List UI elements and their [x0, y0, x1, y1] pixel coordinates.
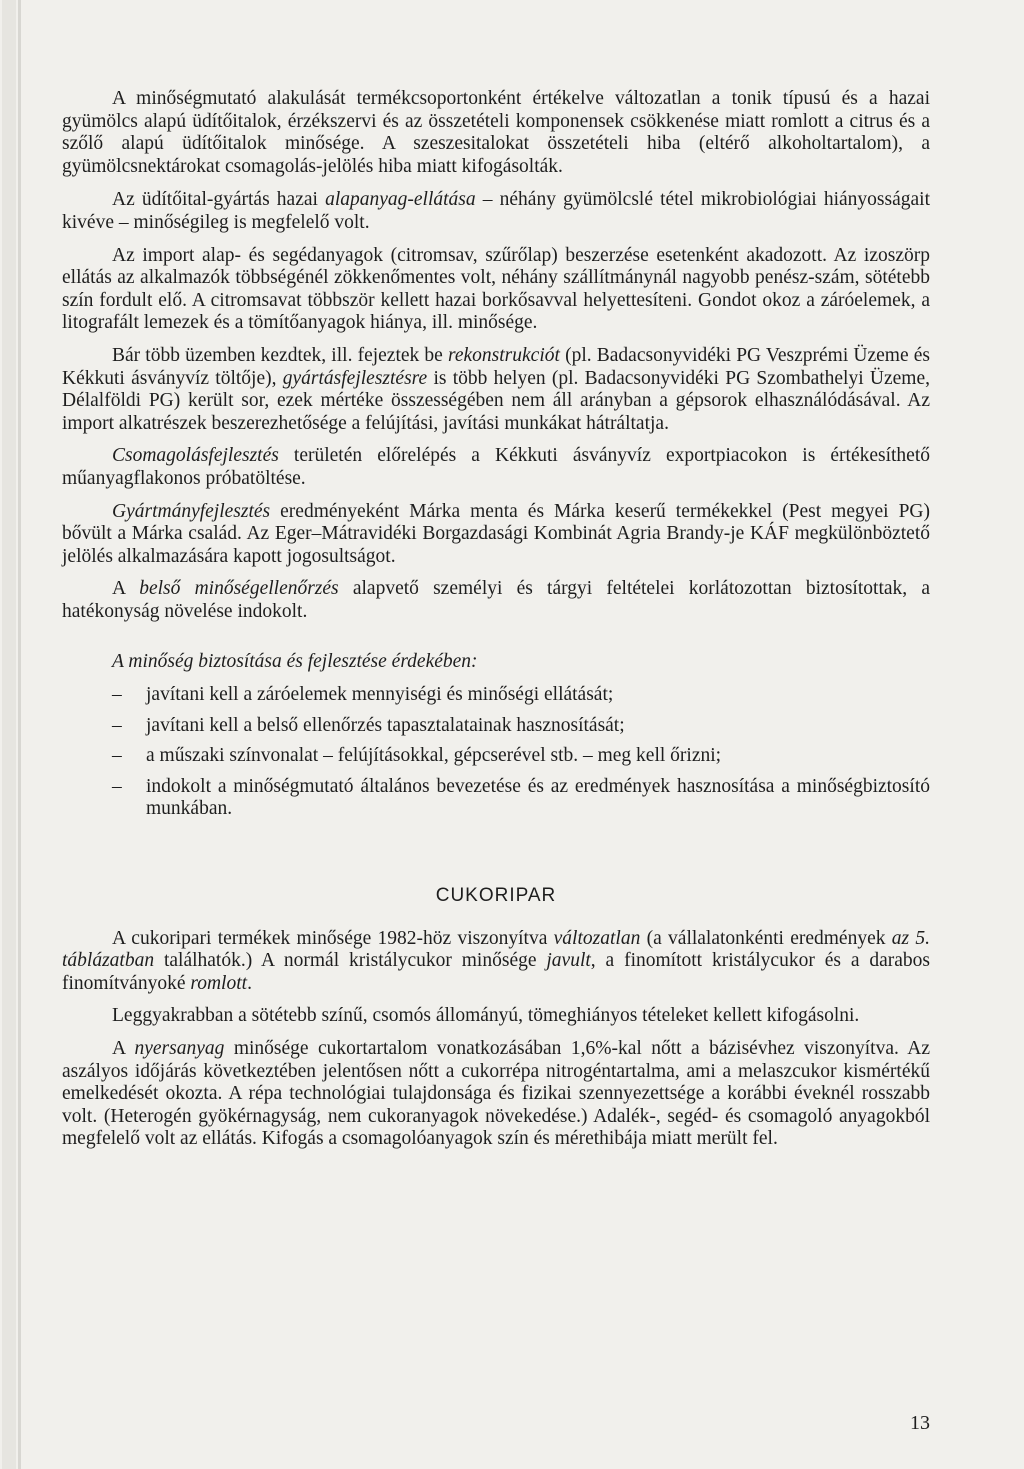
list-item-text: a műszaki színvonalat – felújításokkal, gépcserével stb. – meg kell őrizni;	[146, 745, 722, 767]
list-item-text: javítani kell a belső ellenőrzés tapasztalatainak hasznosítását;	[146, 714, 625, 736]
emphasis-text: az 5. táblázatban	[62, 927, 931, 972]
emphasis-text: romlott	[190, 972, 248, 994]
text-span: is több helyen (pl. Badacsonyvidéki PG Szombathelyi Üzeme, Délalföldi PG) került sor, ezek mértéke összességében nem áll arányban a gépsorok elhasználódásával. Az import alkatrészek beszerezhetősége a felújítási, javítási munkákat hátráltatja.	[62, 367, 930, 434]
binding-edge	[18, 0, 21, 1469]
text-span: Bár több üzemben kezdtek, ill. fejeztek be	[112, 344, 448, 366]
text-span: – néhány gyümölcslé tétel mikrobiológiai hiányosságait kivéve – minőségileg is megfelelő volt.	[62, 189, 930, 233]
paragraph-import-materials: Az import alap- és segédanyagok (citromsav, szűrőlap) beszerzése esetenként akadozott. Az izoszörp ellátás az alkalmazók többségénél zökkenőmentes volt, néhány szállítmánynál nagyobb penész-szám, sötétebb szín fordult elő. A citromsavat többször kellett hazai borkősavval helyettesíteni. Gondot okoz a záróelemek, a litografált lemezek és a tömítőanyagok hiánya, ill. minősége.	[62, 244, 930, 334]
action-list	[62, 684, 930, 821]
text-span: Az üdítőital-gyártás hazai	[112, 189, 326, 211]
emphasis-text: változatlan	[553, 927, 641, 949]
page-number: 13	[910, 1412, 930, 1434]
list-item	[62, 776, 930, 821]
paragraph-sugar-quality	[62, 928, 930, 996]
dash-mark: –	[112, 745, 122, 767]
emphasis-text: belső minőségellenőrzés	[139, 578, 339, 600]
list-item-text: javítani kell a záróelemek mennyiségi és minőségi ellátását;	[146, 684, 614, 706]
emphasis-text: Gyártmányfejlesztés	[112, 500, 271, 522]
text-span: , a finomított kristálycukor és a darabos finomítványoké	[62, 950, 930, 994]
text-body	[62, 88, 930, 1161]
dash-mark: –	[112, 714, 122, 736]
emphasis-text: rekonstrukciót	[448, 344, 560, 366]
dash-mark: –	[112, 684, 122, 706]
section-title: CUKORIPAR	[435, 885, 557, 907]
paragraph-raw-material-supply	[62, 189, 930, 234]
emphasis-text: alapanyag-ellátása	[325, 189, 476, 211]
paragraph-quality-indicator: A minőségmutató alakulását termékcsoportonként értékelve változatlan a tonik típusú és a hazai gyümölcs alapú üdítőitalok, érzékszervi és az összetételi komponensek csökkenése miatt romlott a citrus és a szőlő alapú üdítőitalok minősége. A szeszesitalokat összetételi hiba (eltérő alkoholtartalom), a gyümölcsnektárokat csomagolás-jelölés hiba miatt kifogásolták.	[62, 88, 930, 177]
text-span: eredményeként Márka menta és Márka keserű termékekkel (Pest megyei PG) bővült a Márka család. Az Eger–Mátravidéki Borgazdasági Kombinát Agria Brandy-je KÁF megkülönböztető jelölés alkalmazására kapott jogosultságot.	[62, 500, 930, 567]
text-span: A	[112, 578, 140, 600]
list-item-text: indokolt a minőségmutató általános bevezetése és az eredmények hasznosítása a minőségbiztosító munkában.	[146, 775, 930, 820]
dash-mark: –	[112, 775, 122, 797]
paragraph-raw-material-quality	[62, 1038, 930, 1151]
text-span: A	[112, 1038, 135, 1059]
list-item	[62, 715, 930, 738]
text-span: alapvető személyi és tárgyi feltételei korlátozottan biztosítottak, a hatékonyság növelése indokolt.	[62, 578, 930, 622]
emphasis-text: javult	[546, 950, 591, 972]
emphasis-text: Csomagolásfejlesztés	[112, 445, 279, 467]
list-item	[62, 745, 930, 768]
text-span: A cukoripari termékek minősége 1982-höz viszonyítva	[112, 927, 554, 949]
list-heading: A minőség biztosítása és fejlesztése érdekében:	[112, 651, 478, 673]
text-span: (a vállalatonkénti eredmények	[640, 927, 892, 949]
paragraph-product-development	[62, 501, 930, 569]
text-span: minősége cukortartalom vonatkozásában 1,6%-kal nőtt a bázisévhez viszonyítva. Az aszályos időjárás következtében jelentősen nőtt a cukorrépa nitrogéntartalma, ami a melaszcukor kismértékű emelkedését okozta. A répa technológiai tulajdonsága és fizikai szennyezettsége a korábbi éveknél rosszabb volt. (Heterogén gyökérnagyság, nem cukoranyagok növekedése.) Adalék-, segéd- és csomagoló anyagokból megfelelő volt az ellátás. Kifogás a csomagolóanyagok szín és mérethibája miatt merült fel.	[62, 1038, 930, 1150]
paragraph-sugar-complaints: Leggyakrabban a sötétebb színű, csomós állományú, tömeghiányos tételeket kellett kifogásolni.	[112, 1005, 860, 1027]
paragraph-internal-quality-control	[62, 578, 930, 623]
text-span: területén előrelépés a Kékkuti ásványvíz exportpiacokon is értékesíthető műanyagflakonos próbatöltése.	[62, 445, 930, 489]
paragraph-reconstruction	[62, 345, 930, 435]
list-item	[62, 684, 930, 707]
emphasis-text: gyártásfejlesztésre	[282, 367, 428, 389]
text-span: (pl. Badacsonyvidéki PG Veszprémi Üzeme és Kékkuti ásványvíz töltője),	[62, 344, 930, 389]
paragraph-packaging-development	[62, 445, 930, 490]
emphasis-text: nyersanyag	[134, 1038, 225, 1059]
binding-shadow	[2, 0, 16, 1469]
text-span: .	[247, 972, 252, 994]
text-span: találhatók.) A normál kristálycukor minősége	[154, 950, 547, 972]
